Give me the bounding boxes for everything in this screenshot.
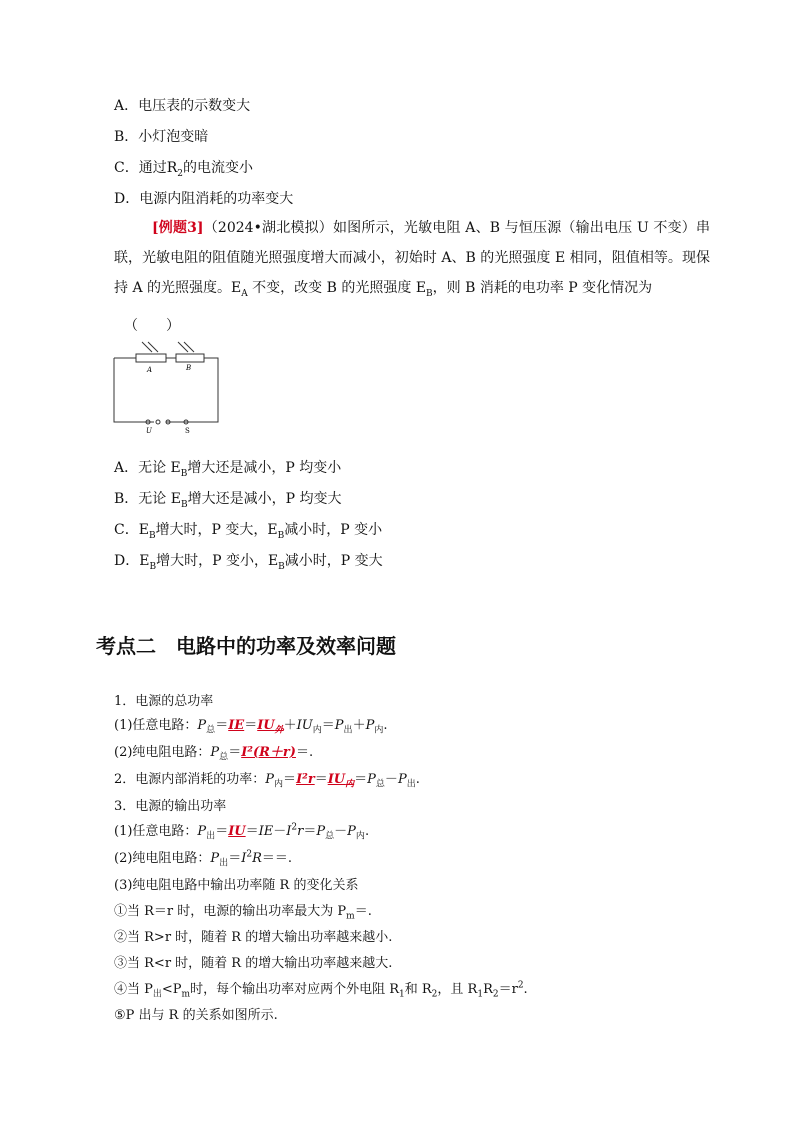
note-c1: ①当 R＝r 时，电源的输出功率最大为 $P_m=$. [114, 904, 372, 922]
option-c: C．通过$R_2$的电流变小 [114, 160, 253, 179]
example3-stem: [例题3]（2024•湖北模拟）如图所示，光敏电阻 A、B 与恒压源（输出电压 U 不变）串联，光敏电阻的阻值随光照强度增大而减小，初始时 A、B 的光照强度 E 相同，阻值相等。现保持 A 的光照强度。$E_A$ 不变，改变 B 的光照强度 $E_B$，则 B 消耗的电功率 P 变化情况为 [114, 220, 710, 299]
ex3-option-a: A．无论 $E_B$增大还是减小，P 均变小 [114, 460, 342, 479]
note-1a: (1)任意电路：$P_总=IE=IU_外+IU_内=P_出+P_内$. [114, 718, 388, 736]
note-3a: (1)任意电路：$P_出=IU=IE-I^2r=P_总-P_内$. [114, 822, 370, 842]
note-c5: ⑤P 出与 R 的关系如图所示. [114, 1008, 278, 1023]
label-b: B [186, 364, 192, 372]
note-c2: ②当 R>r 时，随着 R 的增大输出功率越来越小. [114, 930, 393, 945]
ex3-option-c: C．$E_B$增大时，P 变大，$E_B$减小时，P 变小 [114, 522, 383, 541]
example-tag: [例题3] [152, 220, 204, 236]
note-1: 1．电源的总功率 [114, 694, 214, 709]
note-c3: ③当 R<r 时，随着 R 的增大输出功率越来越大. [114, 956, 393, 971]
ex3-option-b: B．无论 $E_B$增大还是减小，P 均变大 [114, 491, 342, 510]
label-s: S [185, 427, 190, 435]
option-a: A．电压表的示数变大 [114, 98, 251, 114]
option-d: D．电源内阻消耗的功率变大 [114, 191, 294, 207]
option-b: B．小灯泡变暗 [114, 129, 209, 145]
label-u: U [146, 427, 152, 435]
answer-blank: （ ） [124, 318, 180, 334]
circuit-diagram [106, 340, 226, 435]
note-3b: (2)纯电阻电路：$P_出=I^2R==$. [114, 849, 293, 869]
note-3: 3．电源的输出功率 [114, 799, 227, 814]
label-a: A [147, 366, 153, 374]
ex3-option-d: D．$E_B$增大时，P 变小，$E_B$减小时，P 变大 [114, 553, 383, 572]
note-3c: (3)纯电阻电路中输出功率随 R 的变化关系 [114, 878, 359, 893]
note-1b: (2)纯电阻电路：$P_总=I^2(R+r)=$. [114, 745, 314, 763]
section-title: 考点二 电路中的功率及效率问题 [96, 634, 396, 658]
note-c4: ④当 $P_出<P_m$时，每个输出功率对应两个外电阻 $R_1$和 $R_2$，且 $R_1R_2=r^2$. [114, 980, 528, 1000]
note-2: 2．电源内部消耗的功率：$P_内=I^2r=IU_内=P_总-P_出$. [114, 772, 420, 790]
